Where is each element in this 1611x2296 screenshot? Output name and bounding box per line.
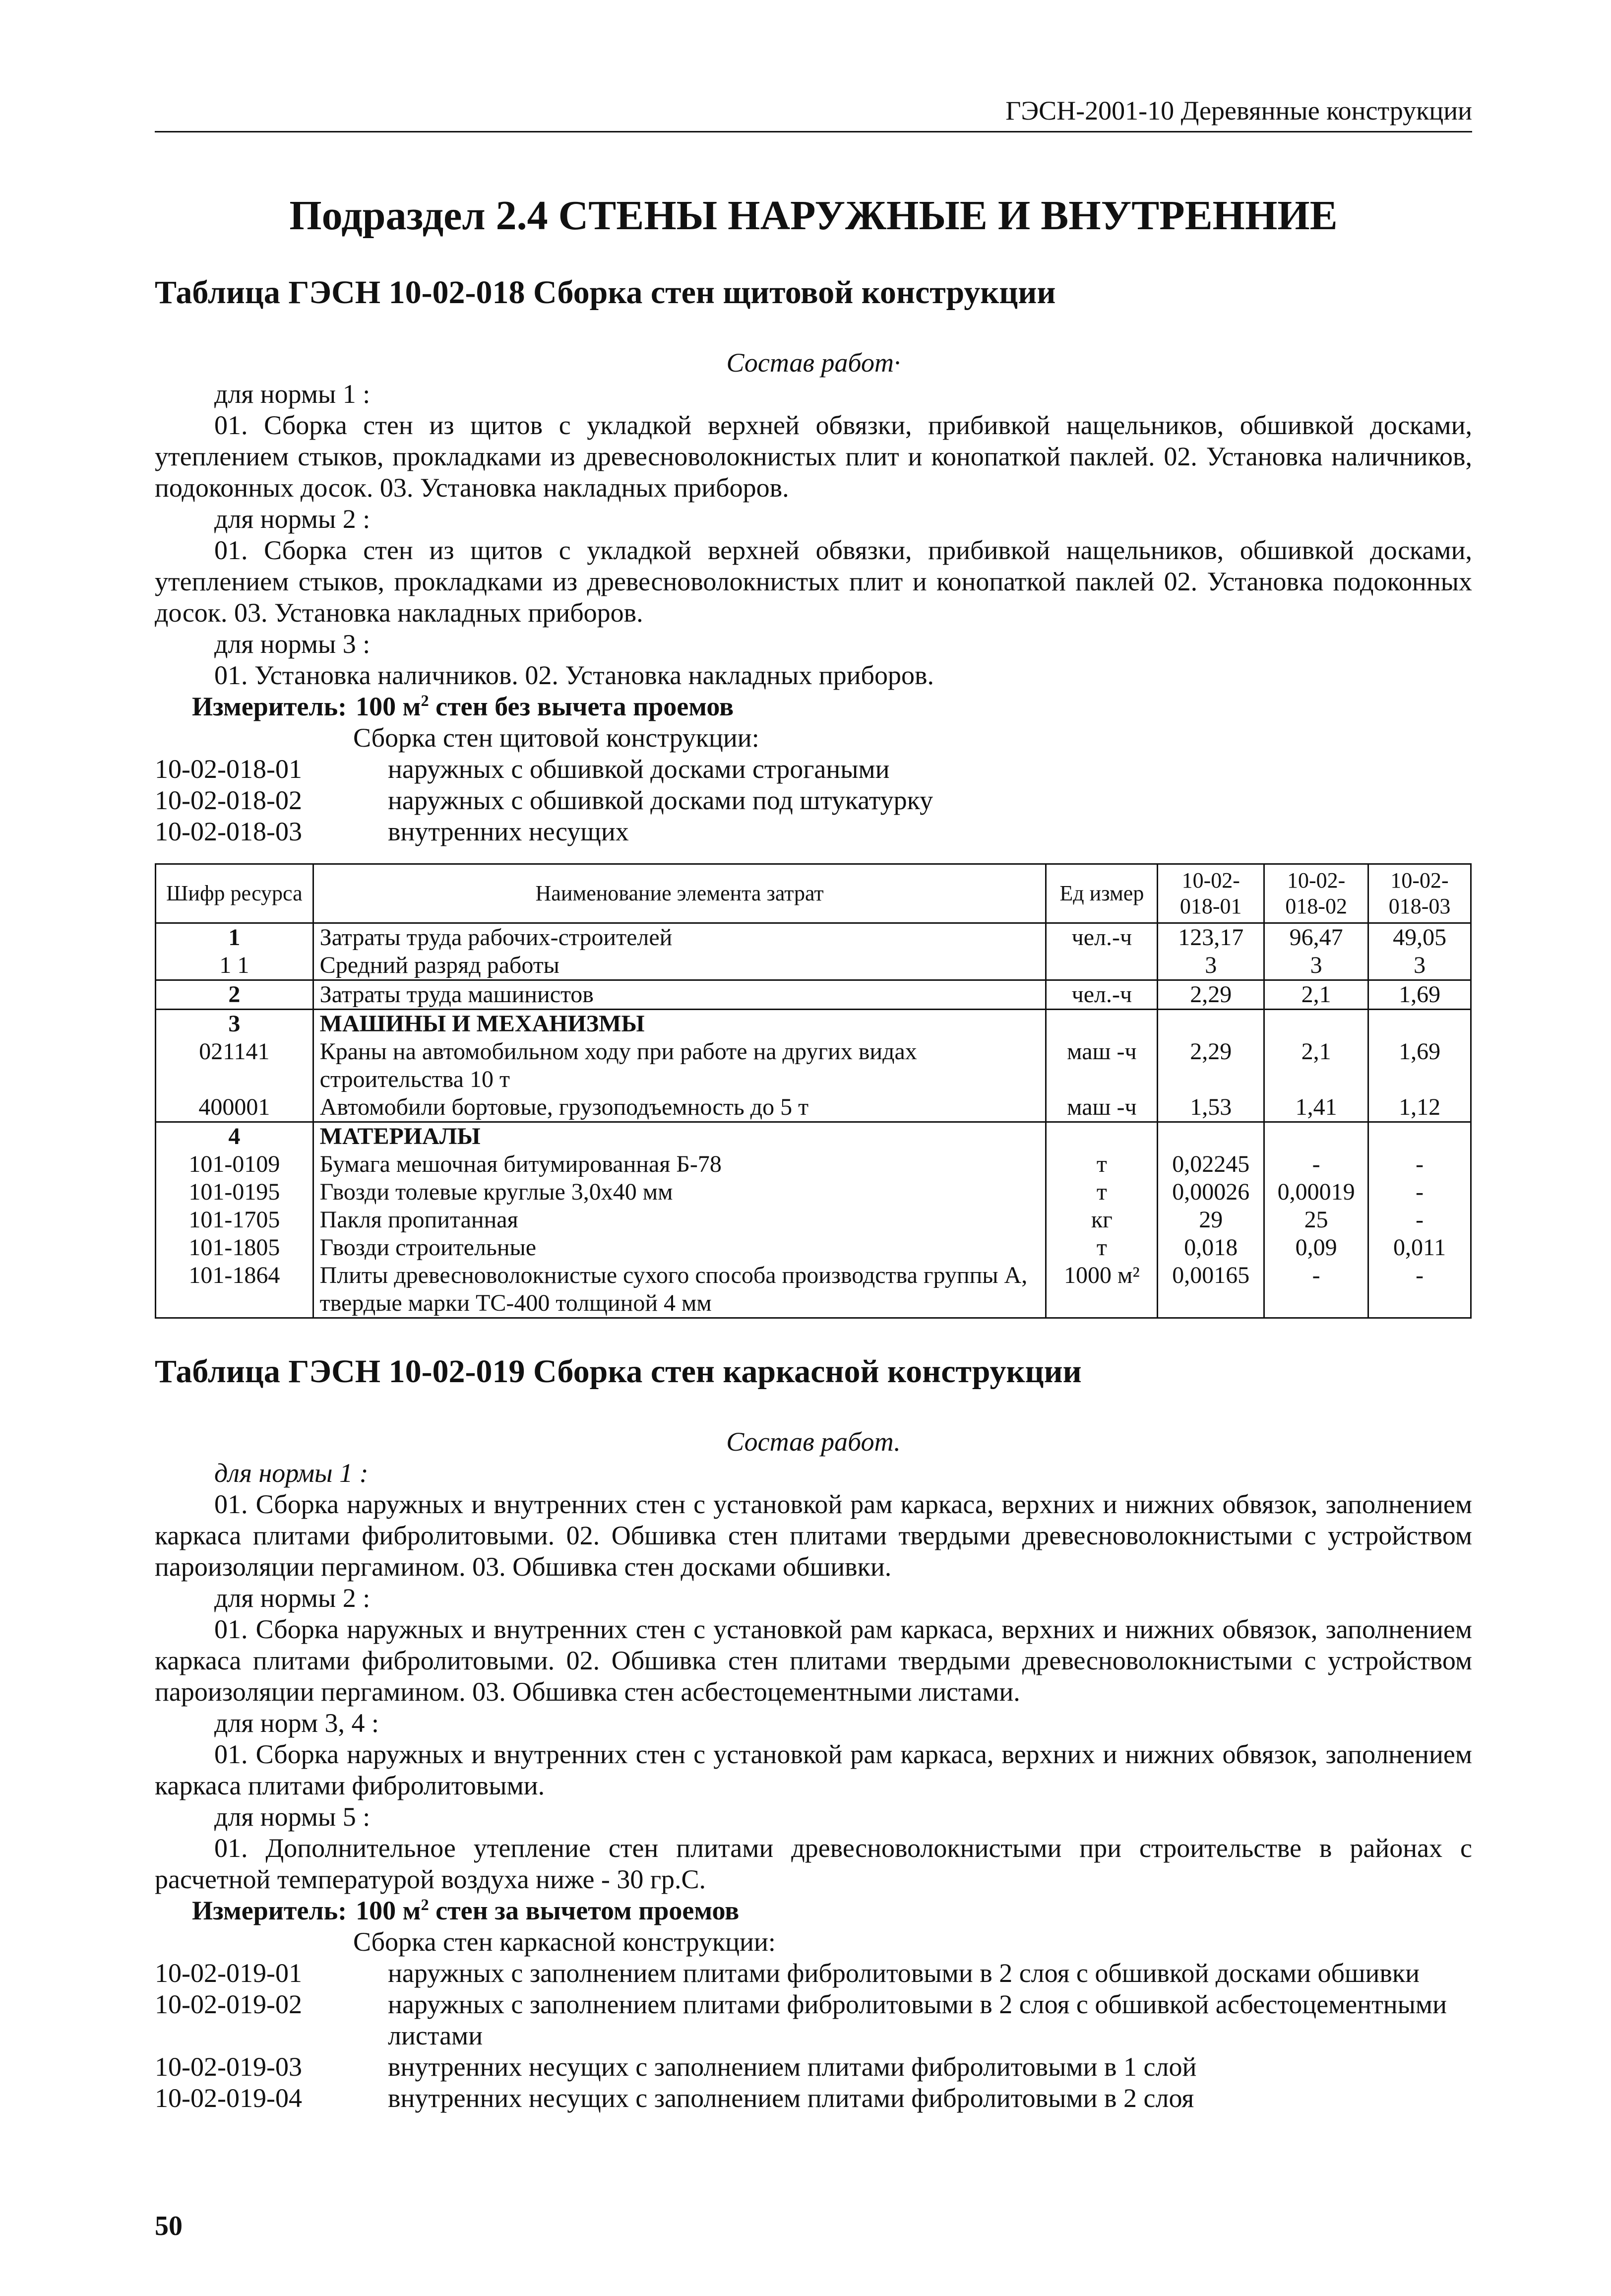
table-row [156,1178,1471,1206]
cell-unit: т [1046,1178,1158,1206]
cell-code: 101-1805 [156,1234,313,1262]
works-heading: Состав работ· [726,348,901,378]
cell-code: 1 1 [156,952,313,980]
cell-value: 25 [1264,1206,1368,1234]
norm-text: 01. Сборка наружных и внутренних стен с установкой рам каркаса, верхних и нижних обвязок, заполнением каркаса плитами фибролитовыми. 02. Обшивка стен плитами твердыми древесноволокнистыми с устройством пароизоляции пергамином. 03. Обшивка стен досками обшивки. [155,1489,1472,1582]
cell-value: 3 [1158,952,1264,980]
cell-value: 2,29 [1158,1038,1264,1093]
table-row [156,1122,1471,1151]
norm-desc: наружных с заполнением плитами фибролитовыми в 2 слоя с обшивкой асбестоцементными листами [388,1989,1447,2050]
cell-name: МАШИНЫ И МЕХАНИЗМЫ [313,1010,1046,1038]
header-code: Шифр ресурса [156,864,313,923]
table1-title: Таблица ГЭСН 10-02-018 Сборка стен щитовой конструкции [155,274,1056,311]
cell-name: Бумага мешочная битумированная Б-78 [313,1150,1046,1178]
cell-value: 2,1 [1264,980,1368,1010]
subheading: Сборка стен каркасной конструкции: [353,1927,776,1957]
table-row [156,1262,1471,1318]
cell-value [1158,1010,1264,1038]
table2-works [155,1426,1472,2114]
cell-unit: т [1046,1150,1158,1178]
resource-table [155,863,1472,1319]
cell-code: 3 [156,1010,313,1038]
table1-works [155,347,1472,847]
measurer-value: 100 м [356,1896,421,1925]
cell-code: 101-1864 [156,1262,313,1318]
cell-value: 0,00165 [1158,1262,1264,1318]
norm-label: для нормы 1 : [214,379,371,409]
code-row [155,785,1472,816]
norm-code: 10-02-018-01 [155,754,302,784]
cell-value: 29 [1158,1206,1264,1234]
cell-unit: маш -ч [1046,1038,1158,1093]
cell-value: - [1368,1178,1471,1206]
norm-label: для нормы 2 : [214,1583,371,1613]
cell-unit: кг [1046,1206,1158,1234]
cell-value: - [1264,1262,1368,1318]
measurer-sup: 2 [421,692,429,710]
cell-value [1368,1010,1471,1038]
header-col3: 10-02-018-03 [1368,864,1471,923]
cell-name: Затраты труда рабочих-строителей [313,923,1046,952]
cell-value: 3 [1368,952,1471,980]
norm-desc: наружных с обшивкой досками под штукатурку [388,785,933,815]
table-row [156,923,1471,952]
table-row [156,1206,1471,1234]
measurer-sup: 2 [421,1896,429,1914]
subheading: Сборка стен щитовой конструкции: [353,723,759,753]
norm-text: 01. Сборка стен из щитов с укладкой верхней обвязки, прибивкой нащельников, обшивкой досками, утеплением стыков, прокладками из древесноволокнистых плит и конопаткой паклей. 02. Установка наличников, подоконных досок. 03. Установка накладных приборов. [155,410,1472,503]
running-header: ГЭСН-2001-10 Деревянные конструкции [155,93,1472,132]
norm-text: 01. Сборка наружных и внутренних стен с установкой рам каркаса, верхних и нижних обвязок, заполнением каркаса плитами фибролитовыми. [155,1739,1472,1800]
cell-unit [1046,1122,1158,1151]
cell-value: 0,09 [1264,1234,1368,1262]
norm-code: 10-02-018-02 [155,785,302,815]
norm-label: для нормы 2 : [214,504,371,534]
cell-value [1368,1122,1471,1151]
norm-text: 01. Сборка стен из щитов с укладкой верхней обвязки, прибивкой нащельников, обшивкой досками, утеплением стыков, прокладками из древесноволокнистых плит и конопаткой паклей 02. Установка подоконных досок. 03. Установка накладных приборов. [155,535,1472,628]
code-row [155,2083,1472,2114]
norm-desc: наружных с заполнением плитами фибролитовыми в 2 слоя с обшивкой досками обшивки [388,1958,1420,1988]
code-row [155,816,1472,847]
cell-unit: чел.-ч [1046,980,1158,1010]
cell-value: 1,69 [1368,980,1471,1010]
cell-value: 1,53 [1158,1093,1264,1122]
cell-name: Краны на автомобильном ходу при работе на других видах строительства 10 т [313,1038,1046,1093]
norm-label: для нормы 3 : [214,629,371,659]
cell-name: Автомобили бортовые, грузоподъемность до 5 т [313,1093,1046,1122]
header-name: Наименование элемента затрат [313,864,1046,923]
cell-value: 2,1 [1264,1038,1368,1093]
cell-value: 0,00026 [1158,1178,1264,1206]
norm-desc: наружных с обшивкой досками строгаными [388,754,890,784]
cell-name: Пакля пропитанная [313,1206,1046,1234]
table-row [156,1234,1471,1262]
cell-value: 0,011 [1368,1234,1471,1262]
cell-value: 123,17 [1158,923,1264,952]
measurer [155,1895,1472,1926]
cell-value: - [1264,1150,1368,1178]
cell-value: 0,018 [1158,1234,1264,1262]
cell-value: - [1368,1206,1471,1234]
norm-desc: внутренних несущих [388,817,629,846]
cell-name: Гвозди строительные [313,1234,1046,1262]
norm-desc: внутренних несущих с заполнением плитами фибролитовыми в 2 слоя [388,2083,1194,2113]
cell-value: 3 [1264,952,1368,980]
measurer-key: Измеритель: [192,1896,347,1925]
code-row [155,754,1472,785]
measurer-value: 100 м [356,692,421,721]
cell-code: 400001 [156,1093,313,1122]
header-col2: 10-02-018-02 [1264,864,1368,923]
norm-text: 01. Сборка наружных и внутренних стен с установкой рам каркаса, верхних и нижних обвязок, заполнением каркаса плитами фибролитовыми. 02. Обшивка стен плитами твердыми древесноволокнистыми с устройством пароизоляции пергамином. 03. Обшивка стен асбестоцементными листами. [155,1614,1472,1707]
cell-value: - [1368,1150,1471,1178]
norm-label: для нормы 5 : [214,1802,371,1832]
cell-code: 021141 [156,1038,313,1093]
cell-unit: чел.-ч [1046,923,1158,952]
norm-label: для нормы 1 : [214,1458,369,1488]
norm-text: 01. Установка наличников. 02. Установка накладных приборов. [214,660,934,690]
table-row [156,980,1471,1010]
norm-desc: внутренних несущих с заполнением плитами фибролитовыми в 1 слой [388,2052,1197,2082]
norm-code: 10-02-019-01 [155,1958,302,1988]
cell-code: 1 [156,923,313,952]
table2-title: Таблица ГЭСН 10-02-019 Сборка стен каркасной конструкции [155,1353,1082,1390]
norm-code: 10-02-019-04 [155,2083,302,2113]
cell-unit: маш -ч [1046,1093,1158,1122]
header-col1: 10-02-018-01 [1158,864,1264,923]
cell-code: 101-0109 [156,1150,313,1178]
cell-value: 2,29 [1158,980,1264,1010]
cell-value: 0,00019 [1264,1178,1368,1206]
cell-code: 101-1705 [156,1206,313,1234]
cell-name: Гвозди толевые круглые 3,0х40 мм [313,1178,1046,1206]
table-row [156,1093,1471,1122]
code-row [155,1958,1472,1989]
section-title: Подраздел 2.4 СТЕНЫ НАРУЖНЫЕ И ВНУТРЕННИЕ [289,192,1338,239]
measurer-key: Измеритель: [192,692,347,721]
cell-name: Затраты труда машинистов [313,980,1046,1010]
cell-name: Плиты древесноволокнистые сухого способа производства группы А, твердые марки ТС-400 толщиной 4 мм [313,1262,1046,1318]
measurer [155,691,1472,722]
code-row [155,2051,1472,2083]
cell-unit [1046,952,1158,980]
cell-value: 1,12 [1368,1093,1471,1122]
cell-value: 49,05 [1368,923,1471,952]
cell-value: 0,02245 [1158,1150,1264,1178]
cell-value [1264,1010,1368,1038]
cell-value: - [1368,1262,1471,1318]
cell-code: 101-0195 [156,1178,313,1206]
header-unit: Ед измер [1046,864,1158,923]
page-number: 50 [155,2211,183,2241]
cell-name: МАТЕРИАЛЫ [313,1122,1046,1151]
cell-value: 1,69 [1368,1038,1471,1093]
measurer-value-rest: стен за вычетом проемов [429,1896,740,1925]
cell-code: 4 [156,1122,313,1151]
cell-value [1264,1122,1368,1151]
table-row [156,1010,1471,1038]
cell-value: 1,41 [1264,1093,1368,1122]
table-row [156,1150,1471,1178]
cell-unit: т [1046,1234,1158,1262]
table-row [156,1038,1471,1093]
table-header-row [156,864,1471,923]
cell-unit [1046,1010,1158,1038]
norm-code: 10-02-019-03 [155,2052,302,2082]
cell-value: 96,47 [1264,923,1368,952]
cell-unit: 1000 м² [1046,1262,1158,1318]
cell-name: Средний разряд работы [313,952,1046,980]
cell-code: 2 [156,980,313,1010]
measurer-value-rest: стен без вычета проемов [429,692,734,721]
norm-code: 10-02-019-02 [155,1989,302,2019]
works-heading: Состав работ. [726,1427,901,1457]
cell-value [1158,1122,1264,1151]
norm-label: для норм 3, 4 : [214,1708,379,1738]
norm-text: 01. Дополнительное утепление стен плитами древесноволокнистыми при строительстве в районах с расчетной температурой воздуха ниже - 30 гр.С. [155,1833,1472,1894]
norm-code: 10-02-018-03 [155,817,302,846]
table-row [156,952,1471,980]
code-row [155,1989,1472,2051]
